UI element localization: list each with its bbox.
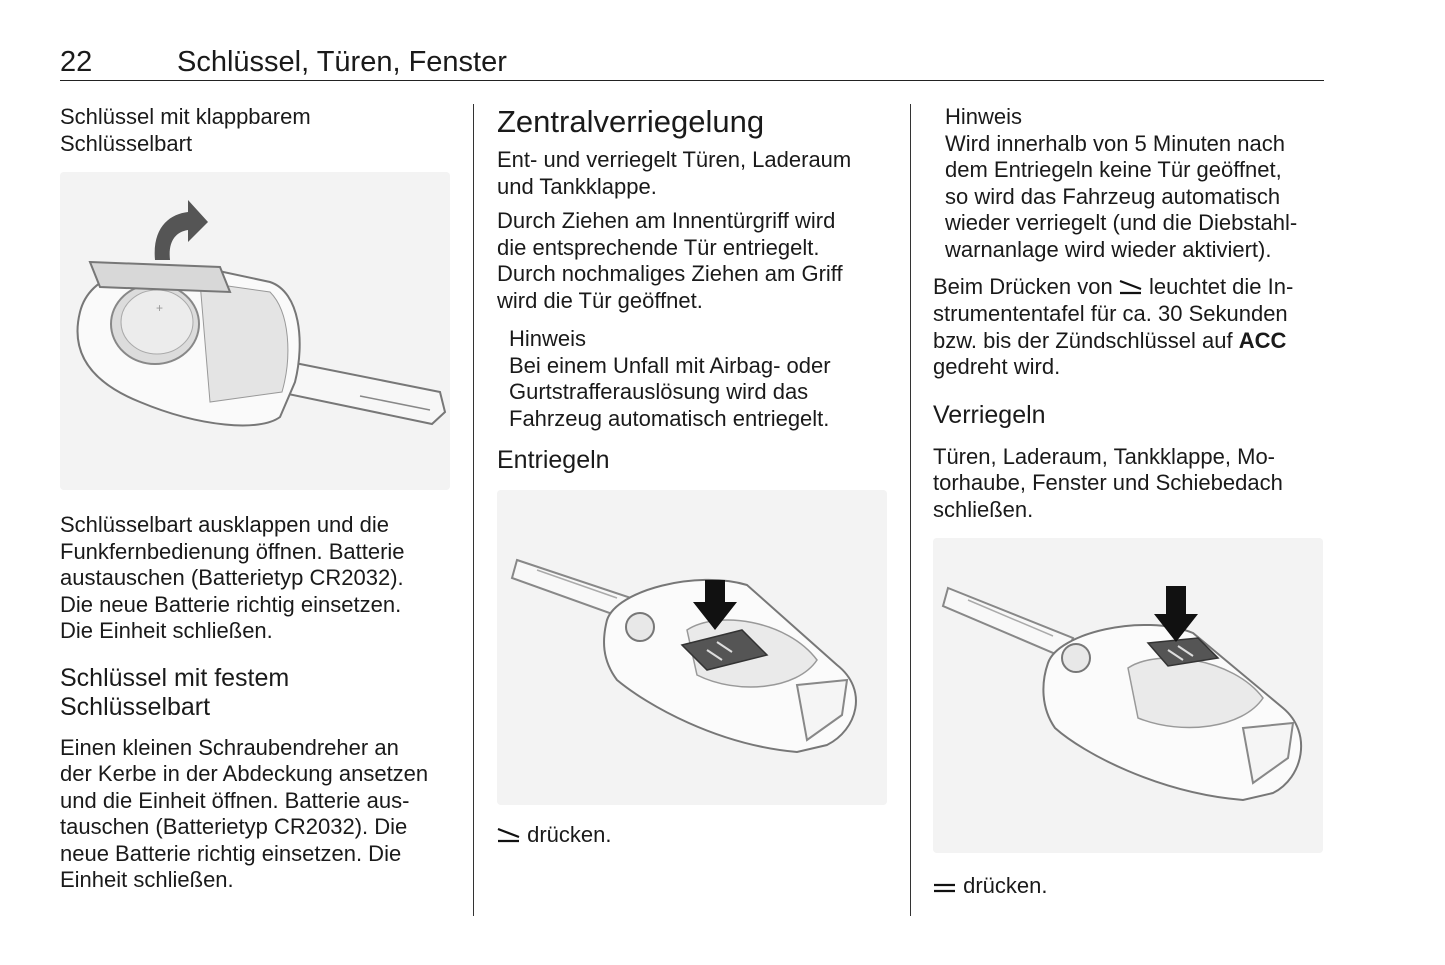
text-fragment: leuchtet die In-: [1149, 274, 1294, 299]
text-line: [933, 328, 1328, 355]
text-line: die entsprechende Tür entriegelt.: [497, 234, 820, 260]
note-box: [509, 326, 892, 432]
text-line: und Tankklappe.: [497, 173, 657, 199]
note-title: Hinweis: [509, 326, 587, 351]
text-line: Bei einem Unfall mit Airbag- oder: [509, 352, 831, 378]
heading-line: Schlüssel mit festem: [60, 663, 290, 692]
column-divider-1: [473, 104, 474, 916]
text-line: Die Einheit schließen.: [60, 618, 273, 643]
text-fragment: bzw. bis der Zündschlüssel auf: [933, 327, 1233, 353]
text-line: schließen.: [933, 496, 1034, 522]
text-line: und die Einheit öffnen. Batterie aus-: [60, 787, 410, 813]
text-line: der Kerbe in der Abdeckung ansetzen: [60, 761, 429, 786]
text-line: so wird das Fahrzeug automatisch: [945, 183, 1281, 209]
text-line: warnanlage wird wieder aktiviert).: [945, 236, 1272, 262]
section-title: Zentralverriegelung: [497, 104, 765, 139]
column-1: [60, 104, 455, 157]
text-line: wieder verriegelt (und die Diebstahl-: [945, 210, 1298, 235]
text-line: Gurtstrafferauslösung wird das: [509, 379, 809, 404]
heading-line: Schlüsselbart: [60, 692, 211, 721]
text-line: Die neue Batterie richtig einsetzen.: [60, 591, 402, 617]
note-text: [509, 353, 892, 433]
lock-caption: [933, 873, 1048, 900]
lock-paragraph: [933, 444, 1328, 524]
chapter-title: Schlüssel, Türen, Fenster: [177, 46, 507, 78]
text-line: Funkfernbedienung öffnen. Batterie: [60, 538, 405, 564]
text-line: Schlüsselbart ausklappen und die: [60, 512, 390, 537]
svg-text:+: +: [156, 301, 164, 315]
column-2: [497, 104, 892, 475]
screwdriver-paragraph: [60, 735, 455, 894]
text-line: gedreht wird.: [933, 354, 1061, 380]
acc-label: ACC: [1238, 327, 1287, 353]
unlock-caption: [497, 822, 612, 849]
unlock-key-figure: [497, 490, 887, 805]
text-line: austauschen (Batterietyp CR2032).: [60, 565, 404, 590]
column-divider-2: [910, 104, 911, 916]
text-fragment: Beim Drücken von: [933, 274, 1113, 299]
heading-fixed-key: [60, 664, 455, 722]
column-1-lower: [60, 512, 455, 894]
note-text: [945, 131, 1328, 264]
text-line: Türen, Laderaum, Tankklappe, Mo-: [933, 443, 1275, 469]
folding-key-battery-figure: [60, 172, 450, 490]
text-line: torhaube, Fenster und Schiebedach: [933, 470, 1283, 496]
note-title: Hinweis: [945, 104, 1023, 129]
text-line: neue Batterie richtig einsetzen. Die: [60, 840, 402, 866]
text-line: Einen kleinen Schraubendreher an: [60, 734, 399, 760]
text-line: Einheit schließen.: [60, 867, 234, 892]
column-3: [933, 104, 1328, 523]
inner-handle-paragraph: [497, 208, 892, 314]
battery-replace-paragraph: [60, 512, 455, 645]
unlock-button-icon: [1119, 275, 1143, 302]
text-line: Durch Ziehen am Innentürgriff wird: [497, 208, 836, 233]
caption-text: drücken.: [963, 873, 1048, 898]
text-line: dem Entriegeln keine Tür geöffnet,: [945, 157, 1282, 182]
heading-lock: Verriegeln: [933, 400, 1046, 429]
text-line: strumententafel für ca. 30 Sekunden: [933, 301, 1288, 327]
lock-button-icon: [933, 874, 957, 901]
text-line: Durch nochmaliges Ziehen am Griff: [497, 261, 843, 286]
lock-key-figure: [933, 538, 1323, 853]
text-line: tauschen (Batterietyp CR2032). Die: [60, 814, 408, 839]
text-line: Fahrzeug automatisch entriegelt.: [509, 405, 830, 431]
subhead-line: Schlüssel mit klappbarem: [60, 104, 311, 129]
instrument-light-paragraph: [933, 274, 1328, 381]
subhead-line: Schlüsselbart: [60, 130, 193, 156]
note-box: [945, 104, 1328, 263]
central-locking-intro: [497, 147, 892, 200]
subhead-folding-key: [60, 104, 455, 157]
text-line: Wird innerhalb von 5 Minuten nach: [945, 130, 1285, 156]
text-line: [933, 274, 1328, 301]
caption-text: drücken.: [527, 822, 612, 847]
page-number: 22: [60, 46, 93, 78]
heading-unlock: Entriegeln: [497, 446, 610, 474]
unlock-button-icon: [497, 823, 521, 850]
text-line: wird die Tür geöffnet.: [497, 287, 703, 313]
text-line: Ent- und verriegelt Türen, Laderaum: [497, 147, 852, 172]
page-header: [60, 44, 1324, 81]
